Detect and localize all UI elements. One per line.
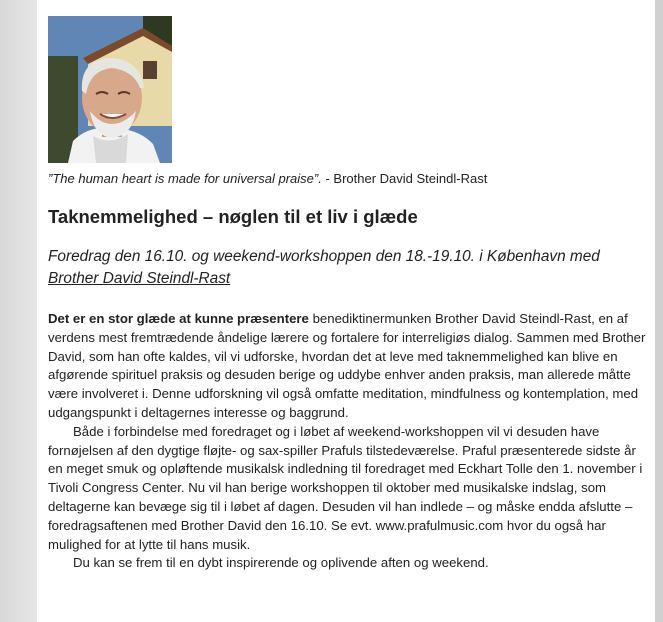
portrait-photo <box>48 16 172 163</box>
caption-attribution: - Brother David Steindl-Rast <box>321 171 488 186</box>
speaker-link[interactable]: Brother David Steindl-Rast <box>48 270 231 287</box>
paragraph-text: benediktinermunken Brother David Steindl-Rast, en af verdens mest fremtrædende åndelige lærere og fortalere for interreligiøs dialog. Sammen med Brother David, som han ofte kaldes, vil vi udforske, hvordan det at leve med taknemmelighed kan blive en afgørende spirituel praksis og desuden berige og uddybe enhver anden praksis, man allerede måtte være involveret i. Denne udforskning vil også omfatte meditation, mindfulness og kontemplation, med udgangspunkt i deltagernes interesse og baggrund. <box>48 311 646 420</box>
portrait-illustration <box>48 16 172 163</box>
paragraph-closing: Du kan se frem til en dybt inspirerende og oplivende aften og weekend. <box>73 555 489 571</box>
page-left-margin <box>0 0 37 622</box>
paragraph-intro <box>48 310 648 423</box>
subtitle-text: Foredrag den 16.10. og weekend-workshoppen den 18.-19.10. i København med <box>48 248 600 265</box>
event-subtitle <box>48 246 648 290</box>
page-title: Taknemmelighed – nøglen til et liv i glæde <box>48 206 418 227</box>
article <box>37 0 655 622</box>
article-body <box>48 310 648 573</box>
page-right-margin <box>655 0 663 622</box>
paragraph-lead: Det er en stor glæde at kunne præsentere <box>48 311 309 326</box>
photo-caption <box>48 171 648 186</box>
paragraph-music: Både i forbindelse med foredraget og i løbet af weekend-workshoppen vil vi desuden have fornøjelsen af den dygtige fløjte- og sax-spiller Prafuls tilstedeværelse. Praful præsenterede sidste år en meget smuk og opløftende musikalsk indledning til foredraget med Eckhart Tolle den 1. november i Tivoli Congress Center. Nu vil han berige workshoppen til oktober med musikalske indslag, som deltagerne kan bevæge sig til i løbet af dagen. Desuden vil han indlede – og måske endda afslutte – foredragsaftenen med Brother David den 16.10. Se evt. www.prafulmusic.com hvor du også har mulighed for at lytte til hans musik. <box>48 423 643 552</box>
caption-quote: ”The human heart is made for universal praise”. <box>48 171 322 186</box>
